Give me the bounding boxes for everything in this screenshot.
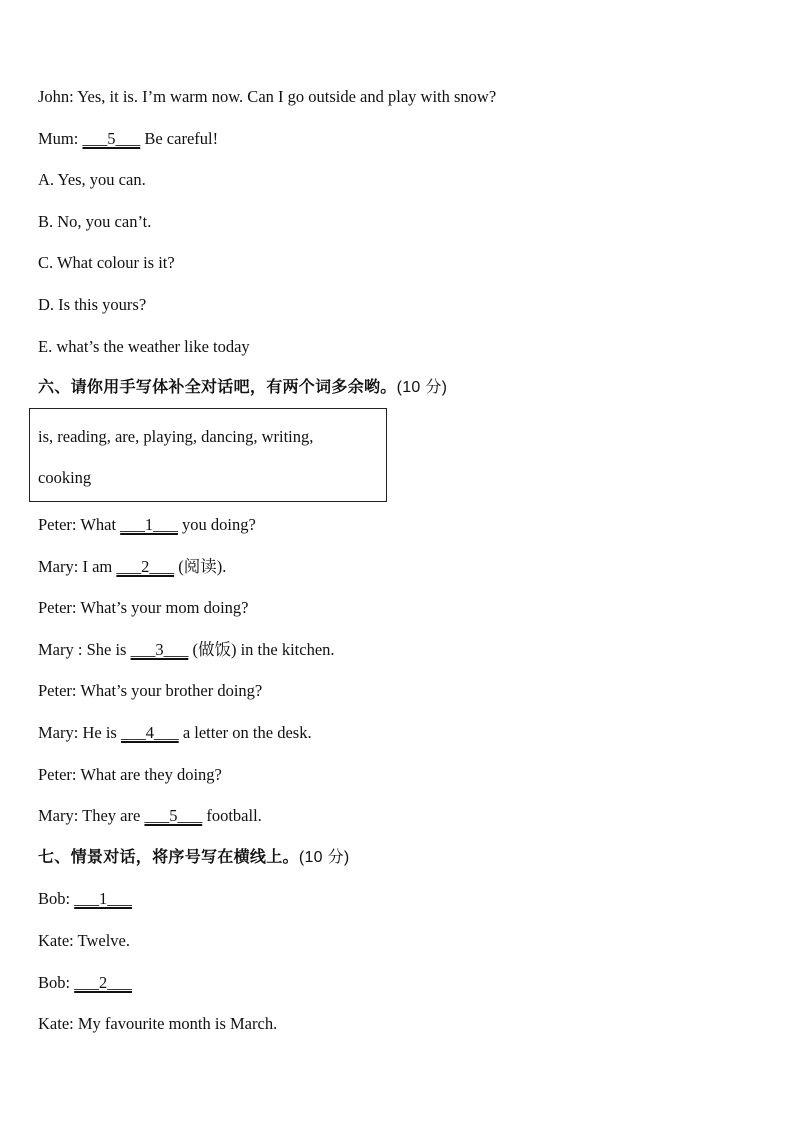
dialogue-prefix: Peter: What (38, 515, 121, 534)
dialogue-suffix: Be careful! (140, 129, 219, 148)
answer-blank-1[interactable]: ___1___ (120, 515, 178, 534)
dialogue-prefix: Peter: What’s your mom doing? (38, 598, 249, 617)
dialogue-suffix: football. (202, 806, 262, 825)
word-bank-line-1: is, reading, are, playing, dancing, writing, (38, 427, 314, 446)
answer-blank-4[interactable]: ___4___ (120, 723, 179, 742)
word-bank-line-2: cooking (38, 468, 92, 487)
option-e (38, 337, 250, 357)
dialogue-prefix: Mary: I am (38, 557, 117, 576)
answer-blank-3[interactable]: ___3___ (130, 640, 189, 659)
dialogue-line (38, 681, 262, 701)
dialogue-text: John: Yes, it is. I’m warm now. Can I go outside and play with snow? (38, 87, 497, 106)
dialogue-line (38, 640, 335, 660)
dialogue-line (38, 973, 132, 993)
dialogue-line (38, 598, 249, 618)
dialogue-prefix: Kate: My favourite month is March. (38, 1014, 278, 1033)
answer-blank-5[interactable]: ___5___ (144, 806, 203, 825)
dialogue-suffix: (阅读). (174, 557, 227, 576)
dialogue-prefix: Bob: (38, 889, 75, 908)
option-b (38, 212, 151, 232)
option-text: D. Is this yours? (38, 295, 147, 314)
dialogue-prefix: Mary: They are (38, 806, 145, 825)
dialogue-prefix: Peter: What’s your brother doing? (38, 681, 263, 700)
dialogue-line (38, 806, 262, 826)
section-title: 六、请你用手写体补全对话吧，有两个词多余哟。 (38, 377, 397, 396)
answer-blank-5[interactable]: ___5___ (82, 129, 141, 148)
option-text: A. Yes, you can. (38, 170, 146, 189)
dialogue-line (38, 931, 130, 951)
dialogue-line (38, 515, 256, 535)
dialogue-suffix: you doing? (177, 515, 256, 534)
dialogue-prefix: Mum: (38, 129, 83, 148)
section-heading-7 (38, 847, 350, 868)
dialogue-prefix: Bob: (38, 973, 75, 992)
dialogue-prefix: Mary: He is (38, 723, 121, 742)
dialogue-line (38, 1014, 277, 1034)
option-c (38, 253, 175, 273)
section-title: 七、情景对话，将序号写在横线上。 (38, 847, 299, 866)
section-heading-6 (38, 377, 447, 398)
answer-blank-2[interactable]: ___2___ (74, 973, 132, 992)
option-text: C. What colour is it? (38, 253, 175, 272)
dialogue-line (38, 557, 226, 577)
word-bank-box (29, 408, 387, 502)
dialogue-suffix: (做饭) in the kitchen. (188, 640, 335, 659)
dialogue-line (38, 889, 132, 909)
option-d (38, 295, 146, 315)
dialogue-prefix: Mary : She is (38, 640, 131, 659)
dialogue-line-mum (38, 129, 218, 149)
answer-blank-1[interactable]: ___1___ (74, 889, 132, 908)
dialogue-prefix: Peter: What are they doing? (38, 765, 222, 784)
dialogue-suffix: a letter on the desk. (178, 723, 312, 742)
option-text: E. what’s the weather like today (38, 337, 250, 356)
dialogue-line-john (38, 87, 496, 107)
section-score: (10 分) (298, 849, 350, 866)
dialogue-line (38, 723, 312, 743)
section-score: (10 分) (396, 379, 448, 396)
dialogue-prefix: Kate: Twelve. (38, 931, 131, 950)
answer-blank-2[interactable]: ___2___ (116, 557, 175, 576)
option-a (38, 170, 146, 190)
dialogue-line (38, 765, 222, 785)
option-text: B. No, you can’t. (38, 212, 152, 231)
